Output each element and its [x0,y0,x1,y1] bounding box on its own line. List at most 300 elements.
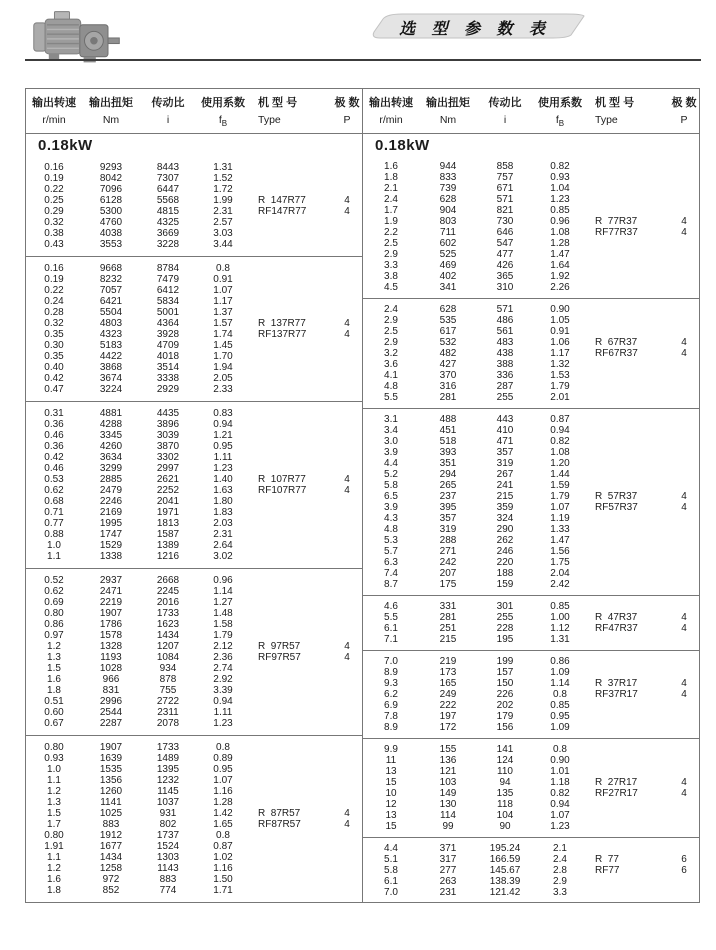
model-type-cell [250,430,332,441]
poles-cell: 4 [681,788,687,799]
output-torque-cell: 319 [439,524,457,535]
table-row [26,307,362,318]
output-speed-cell: 4.3 [384,513,398,524]
output-speed-cell: 0.46 [44,463,64,474]
table-row [26,685,362,696]
output-torque-cell: 2471 [99,586,123,597]
ratio-cell: 1143 [157,863,179,874]
poles-cell [669,414,699,425]
poles-cell [669,436,699,447]
output-torque-cell: 99 [442,821,454,832]
model-block [363,595,699,650]
output-torque-cell: 2287 [99,718,123,729]
service-factor-cell: 1.16 [213,863,233,874]
ratio-cell: 821 [496,205,514,216]
output-torque-cell: 3553 [99,239,123,250]
output-speed-cell: 0.28 [44,307,64,318]
poles-cell [332,797,362,808]
model-type-cell [250,718,332,729]
ratio-cell: 110 [497,766,513,777]
model-type-cell [250,551,332,562]
output-torque-cell: 5504 [99,307,123,318]
ratio-cell: 138.39 [489,876,521,887]
model-type-cell [250,307,332,318]
model-type-cell [587,315,669,326]
output-speed-cell: 0.47 [44,384,64,395]
output-torque-cell: 1028 [99,663,123,674]
output-torque-cell: 617 [439,326,457,337]
output-speed-cell: 15 [385,777,397,788]
model-type-cell [587,238,669,249]
service-factor-cell: 0.95 [550,711,570,722]
model-type-cell [587,810,669,821]
poles-cell [669,722,699,733]
poles-cell [669,568,699,579]
ratio-cell: 1489 [156,753,180,764]
service-factor-cell: 1.50 [213,874,233,885]
service-factor-cell: 1.59 [550,480,570,491]
ratio-cell: 1145 [157,786,179,797]
poles-cell [332,307,362,318]
output-torque-cell: 4803 [99,318,123,329]
service-factor-cell: 1.07 [550,502,570,513]
poles-cell: 4 [681,227,687,238]
service-factor-cell: 2.03 [213,518,233,529]
table-row [363,315,699,326]
output-speed-cell: 1.8 [384,172,398,183]
table-row [363,194,699,205]
service-factor-cell: 2.1 [553,843,567,854]
output-speed-cell: 5.7 [384,546,398,557]
service-factor-cell: 2.57 [213,217,233,228]
output-speed-cell: 1.1 [47,551,61,562]
ratio-cell: 3514 [156,362,180,373]
output-torque-cell: 1535 [99,764,123,775]
service-factor-cell: 2.74 [213,663,233,674]
page-title: 选 型 参 数 表 [399,20,551,38]
model-type-cell [587,579,669,590]
col-header-factor-unit: $f_B$ [218,114,228,129]
service-factor-cell: 2.31 [213,206,233,217]
output-torque-cell: 852 [102,885,120,896]
model-type-cell: R 77 [595,854,619,865]
poles-cell [332,463,362,474]
poles-cell [669,810,699,821]
ratio-cell: 228 [496,623,514,634]
poles-cell [332,384,362,395]
ratio-cell: 1084 [156,652,180,663]
service-factor-cell: 0.8 [553,689,567,700]
output-torque-cell: 532 [439,337,457,348]
model-type-cell [250,830,332,841]
ratio-cell: 1524 [156,841,180,852]
model-type-cell [250,419,332,430]
table-row [363,601,699,612]
table-row [26,329,362,340]
poles-cell [332,630,362,641]
table-row [26,441,362,452]
model-type-cell [587,161,669,172]
model-type-cell [587,183,669,194]
model-type-cell [587,755,669,766]
table-row [26,764,362,775]
model-type-cell: R 87R57 [258,808,301,819]
table-row [26,819,362,830]
poles-cell [332,786,362,797]
poles-cell [669,381,699,392]
col-header-speed-unit: r/min [379,114,403,126]
ratio-cell: 934 [159,663,177,674]
poles-cell: 4 [344,652,350,663]
ratio-cell: 290 [496,524,514,535]
output-speed-cell: 0.16 [44,162,64,173]
poles-cell [332,419,362,430]
table-row [26,797,362,808]
model-type-cell [587,205,669,216]
output-speed-cell: 0.31 [44,408,64,419]
output-torque-cell: 402 [439,271,457,282]
poles-cell [669,744,699,755]
output-speed-cell: 0.22 [44,184,64,195]
service-factor-cell: 0.91 [213,274,233,285]
model-type-cell [587,282,669,293]
output-speed-cell: 4.1 [384,370,398,381]
ratio-cell: 858 [496,161,514,172]
model-type-cell [587,524,669,535]
poles-cell [669,392,699,403]
output-torque-cell: 1025 [99,808,123,819]
service-factor-cell: 0.82 [550,436,570,447]
table-row [26,696,362,707]
ratio-cell: 179 [496,711,514,722]
output-torque-cell: 1639 [99,753,123,764]
poles-cell [669,601,699,612]
service-factor-cell: 1.11 [213,707,233,718]
ratio-cell: 646 [496,227,514,238]
ratio-cell: 188 [496,568,514,579]
poles-cell: 4 [344,485,350,496]
poles-cell [669,172,699,183]
output-torque-cell: 5183 [99,340,123,351]
output-speed-cell: 0.51 [44,696,64,707]
service-factor-cell: 1.44 [550,469,570,480]
col-header-poles-unit: P [680,114,688,126]
table-row [26,351,362,362]
model-block [363,650,699,738]
ratio-cell: 1733 [156,742,180,753]
service-factor-cell: 1.27 [213,597,233,608]
poles-cell [332,184,362,195]
power-section-label: 0.18kW [38,137,93,154]
table-row [26,340,362,351]
model-type-cell: RF87R57 [258,819,301,830]
poles-cell [669,579,699,590]
ratio-cell: 2041 [156,496,180,507]
model-type-cell [250,452,332,463]
service-factor-cell: 1.56 [550,546,570,557]
output-torque-cell: 3674 [99,373,123,384]
service-factor-cell: 2.9 [553,876,567,887]
service-factor-cell: 3.02 [213,551,233,562]
table-row [363,161,699,172]
col-header-torque-unit: Nm [439,114,457,126]
table-row [26,217,362,228]
output-torque-cell: 3634 [99,452,123,463]
output-speed-cell: 5.2 [384,469,398,480]
ratio-cell: 150 [496,678,514,689]
output-torque-cell: 8042 [99,173,123,184]
output-torque-cell: 370 [439,370,457,381]
output-torque-cell: 3868 [99,362,123,373]
poles-cell [669,469,699,480]
table-row [26,419,362,430]
output-speed-cell: 0.35 [44,329,64,340]
poles-cell [332,764,362,775]
service-factor-cell: 1.08 [550,447,570,458]
service-factor-cell: 0.90 [550,304,570,315]
poles-cell [669,755,699,766]
table-row [363,238,699,249]
ratio-cell: 4435 [156,408,180,419]
output-speed-cell: 15 [385,821,397,832]
model-type-cell [250,786,332,797]
output-speed-cell: 0.36 [44,441,64,452]
model-type-cell [250,217,332,228]
table-row [363,810,699,821]
table-row [363,843,699,854]
output-speed-cell: 4.5 [384,282,398,293]
output-torque-cell: 488 [439,414,457,425]
table-row [363,788,699,799]
output-torque-cell: 518 [439,436,457,447]
poles-cell: 4 [681,337,687,348]
model-type-cell: R 77R37 [595,216,638,227]
service-factor-cell: 1.80 [213,496,233,507]
ratio-cell: 220 [496,557,514,568]
col-header-speed-zh: 输出转速 [32,97,76,109]
model-type-cell [587,546,669,557]
poles-cell [332,575,362,586]
model-type-cell [587,887,669,898]
output-speed-cell: 9.9 [384,744,398,755]
ratio-cell: 2078 [156,718,180,729]
table-row [363,381,699,392]
output-speed-cell: 0.24 [44,296,64,307]
ratio-cell: 255 [496,392,514,403]
output-torque-cell: 2169 [99,507,123,518]
table-row [26,674,362,685]
poles-cell [669,260,699,271]
output-speed-cell: 1.9 [384,216,398,227]
output-speed-cell: 2.4 [384,194,398,205]
output-speed-cell: 7.1 [384,634,398,645]
ratio-cell: 671 [496,183,514,194]
ratio-cell: 2311 [157,707,179,718]
service-factor-cell: 1.57 [213,318,233,329]
poles-cell: 4 [681,623,687,634]
table-row [363,568,699,579]
poles-cell [332,239,362,250]
service-factor-cell: 1.16 [213,786,233,797]
table-row [26,496,362,507]
table-row [363,865,699,876]
poles-cell [669,458,699,469]
service-factor-cell: 1.23 [213,718,233,729]
output-torque-cell: 165 [439,678,457,689]
ratio-cell: 4709 [156,340,180,351]
service-factor-cell: 0.8 [216,263,230,274]
col-header-type-zh: 机 型 号 [595,97,635,109]
model-block [363,156,699,298]
output-speed-cell: 6.5 [384,491,398,502]
output-torque-cell: 197 [439,711,457,722]
poles-cell [332,775,362,786]
poles-cell [669,546,699,557]
model-type-cell [587,436,669,447]
ratio-cell: 246 [496,546,514,557]
table-row [363,304,699,315]
model-type-cell: R 27R17 [595,777,638,788]
ratio-cell: 3228 [156,239,180,250]
poles-cell [669,887,699,898]
model-type-cell [587,326,669,337]
service-factor-cell: 1.23 [213,463,233,474]
poles-cell [669,799,699,810]
output-torque-cell: 357 [439,513,457,524]
output-torque-cell: 215 [439,634,457,645]
output-speed-cell: 4.6 [384,601,398,612]
output-torque-cell: 2479 [99,485,123,496]
poles-cell: 4 [681,216,687,227]
service-factor-cell: 1.79 [213,630,233,641]
model-type-cell [250,619,332,630]
output-speed-cell: 6.3 [384,557,398,568]
table-row [26,373,362,384]
service-factor-cell: 0.96 [213,575,233,586]
output-torque-cell: 2246 [99,496,123,507]
table-row [26,808,362,819]
table-header [363,89,699,134]
table-row [363,227,699,238]
model-type-cell [250,384,332,395]
poles-cell [332,597,362,608]
model-type-cell [250,296,332,307]
poles-cell [669,843,699,854]
ratio-cell: 477 [496,249,514,260]
ratio-cell: 8443 [156,162,180,173]
output-speed-cell: 0.30 [44,340,64,351]
model-type-cell [250,630,332,641]
output-torque-cell: 1786 [99,619,123,630]
output-speed-cell: 13 [385,766,397,777]
output-speed-cell: 2.5 [384,238,398,249]
service-factor-cell: 1.32 [550,359,570,370]
table-row [363,337,699,348]
col-header-poles-zh: 极 数 [671,97,697,109]
table-row [363,755,699,766]
table-row [26,518,362,529]
table-row [363,689,699,700]
service-factor-cell: 1.23 [550,821,570,832]
ratio-cell: 483 [496,337,514,348]
service-factor-cell: 0.8 [216,742,230,753]
poles-cell: 4 [681,348,687,359]
table-row [26,296,362,307]
ratio-cell: 262 [496,535,514,546]
ratio-cell: 3302 [156,452,180,463]
table-row [363,469,699,480]
col-header-factor-zh: 使用系数 [538,97,582,109]
table-row [26,630,362,641]
output-speed-cell: 0.53 [44,474,64,485]
service-factor-cell: 1.33 [550,524,570,535]
model-type-cell [587,194,669,205]
service-factor-cell: 0.86 [550,656,570,667]
output-speed-cell: 0.35 [44,351,64,362]
service-factor-cell: 1.75 [550,557,570,568]
ratio-cell: 4018 [156,351,180,362]
output-torque-cell: 237 [439,491,457,502]
col-header-type-unit: Type [595,114,618,126]
output-torque-cell: 1338 [99,551,123,562]
output-speed-cell: 0.22 [44,285,64,296]
table-row [26,597,362,608]
output-torque-cell: 341 [439,282,457,293]
output-torque-cell: 249 [439,689,457,700]
table-row [26,430,362,441]
table-row [363,480,699,491]
table-row [26,852,362,863]
table-row [363,711,699,722]
service-factor-cell: 1.02 [213,852,233,863]
output-speed-cell: 8.7 [384,579,398,590]
model-type-cell [587,667,669,678]
poles-cell [669,480,699,491]
output-torque-cell: 277 [439,865,457,876]
service-factor-cell: 1.19 [550,513,570,524]
output-speed-cell: 0.19 [44,274,64,285]
model-block [26,401,362,568]
gear-motor-illustration [30,8,124,66]
table-row [26,263,362,274]
ratio-cell: 202 [496,700,514,711]
table-row [363,260,699,271]
table-row [363,821,699,832]
output-torque-cell: 1328 [99,641,123,652]
model-block [363,408,699,595]
model-type-cell [587,568,669,579]
table-row [363,722,699,733]
ratio-cell: 547 [496,238,514,249]
col-header-ratio-unit: i [503,114,507,126]
model-type-cell [250,507,332,518]
ratio-cell: 3039 [156,430,180,441]
poles-cell: 4 [681,777,687,788]
service-factor-cell: 1.99 [213,195,233,206]
output-speed-cell: 6.1 [384,623,398,634]
poles-cell [332,540,362,551]
output-speed-cell: 0.32 [44,318,64,329]
poles-cell: 4 [344,206,350,217]
output-torque-cell: 6128 [99,195,123,206]
output-speed-cell: 0.77 [44,518,64,529]
output-torque-cell: 1260 [99,786,123,797]
output-speed-cell: 7.0 [384,656,398,667]
output-torque-cell: 231 [439,887,457,898]
table-row [26,474,362,485]
model-type-cell: R 107R77 [258,474,306,485]
output-torque-cell: 317 [439,854,457,865]
